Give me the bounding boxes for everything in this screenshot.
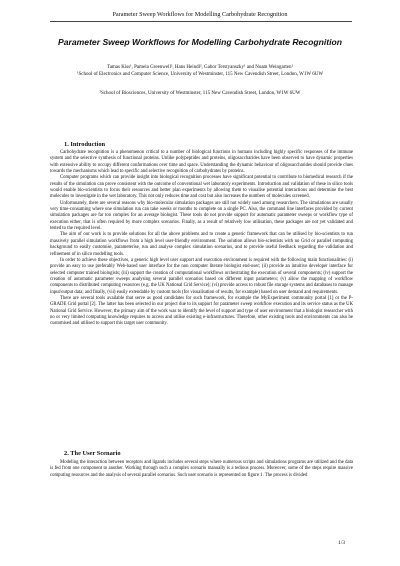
paragraph: Modeling the interaction between receptors and ligands includes several steps where numerous scripts and simulations programs are utilized and the data is fed from one component to another. Working through such a complex scenario manually is a tedious process. Moreover, some of the steps require massive computing resources and the analysis of several parallel scenarios. Such user scenario is represented on figure 1. The process is divided [50,460,353,478]
running-header: Parameter Sweep Workflows for Modelling Carbohydrate Recognition [112,11,288,18]
paper-title: Parameter Sweep Workflows for Modelling Carbohydrate Recognition [58,37,342,47]
paragraph: Unfortunately, there are several reasons why bio-molecular simulation packages are still not widely used among researchers. The simulations are usually very time-consuming where one simulation run can take weeks or months to complete on a single PC. Also, the command line interfaces provided by current simulation packages are far too complex for an average biologist. These tools do not provide support for automatic parameter sweeps or workflow type of execution either, that is often required by more complex scenarios. Finally, as a result of relatively low utilisation, these packages are not yet validated and tested to the required level. [50,200,353,232]
page-number: 1/3 [338,540,346,546]
user-scenario-body [50,460,353,479]
author-list: Tamas Kiss¹, Pamela Greenwell², Hans Heindl², Gabor Terstyanszky¹ and Noam Weingarten¹ [106,65,294,70]
affiliation-2: ²School of Biosciences, University of Westminster, 115 New Cavendish Street, London, W1W 6UW [99,91,301,96]
section-heading-user-scenario: 2. The User Scenario [64,450,121,457]
paragraph: There are several tools available that serve as good candidates for such framework, for example the MyExperiment community portal [1] or the P-GRADE Grid portal [2]. The latter has been selected in our project due to its support for parameter sweep workflow execution and its service status as the UK National Grid Service. However, the primary aim of the work was to identify the level of support and type of user environment that a biologist researcher with no or very limited computing knowledge requires to access and utilise existing e-infrastructures. Therefore, other existing tools and environments can also be customised and utilised to support this target user community. [50,295,353,327]
paragraph: The aim of our work is to provide solutions for all the above problems and to create a generic framework that can be utilised by bio-scientists to run massively parallel simulation workflows from a high level user-friendly environment. The solution allows bio-scientists with no Grid or parallel computing background to easily customise, parameterise, run and analyse complex simulation scenarios, and to provide useful feedback regarding the validation and refinement of in silico modelling tools. [50,232,353,257]
header-divider [50,21,352,22]
paragraph: Carbohydrate recognition is a phenomenon critical to a number of biological functions in humans including highly specific responses of the immune system and the selective synthesis of functional proteins. Unlike polypeptides and proteins, oligosaccharides have been observed to have dynamic properties with extensive ability to occupy different conformations over time and space. Understanding the dynamic behaviour of oligosaccharides should provide clues towards the mechanisms which lead to specific and selective recognition of carbohydrates by proteins. [50,150,353,175]
paragraph: In order to achieve these objectives, a generic high level user support and execution environment is required with the following main functionalities: (i) provide an easy to use preferably Web-based user interface for the non computer literate biologist end-user; (ii) provide an intuitive developer interface for selected computer trained biologists; (iii) support the creation of computational workflows orchestrating the execution of several components; (iv) support the creation of automatic parameter sweeps analysing several parallel scenarios based on different input parameters; (v) allow the mapping of workflow components to distributed computing resources (e.g. the UK National Grid Service); (vi) provide access to robust file storage systems and databases to manage input/output data; and finally, (vii) easily extendable by custom tools (for visualisation of results, for example) based on user demand and requirements. [50,257,353,295]
affiliation-1: ¹School of Electronics and Computer Science, University of Westminster, 115 New Cavendish Street, London, W1W 6UW [76,72,324,77]
section-heading-introduction: 1. Introduction [64,141,106,148]
paragraph: Computer programs which can provide insight into biological recognition processes have significant potential to contribute to biomedical research if the results of the simulation can prove consistent with the outcome of conventional wet laboratory experiments. Introduction and validation of these in silico tools would enable bio-scientists to focus their resources and better plan experiments by allowing them to visualise potential interactions and determine the best molecules to investigate in the wet laboratory. This not only reduces time and cost but also increases the numbers of molecules screened. [50,175,353,200]
introduction-body [50,150,353,328]
